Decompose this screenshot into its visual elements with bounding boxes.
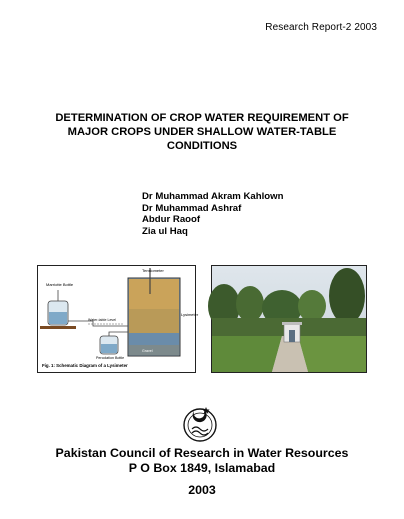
report-id: Research Report-2 2003 bbox=[265, 22, 377, 33]
author-4: Zia ul Haq bbox=[142, 225, 188, 237]
mariotte-water bbox=[49, 312, 67, 324]
organization-name: Pakistan Council of Research in Water Resources bbox=[55, 446, 349, 460]
percolation-label: Percolation Bottle bbox=[96, 356, 125, 360]
hut-door bbox=[289, 330, 295, 342]
title-line-1: DETERMINATION OF CROP WATER REQUIREMENT OF bbox=[55, 112, 349, 124]
publication-year: 2003 bbox=[188, 483, 216, 497]
crop-field-right bbox=[298, 336, 366, 372]
title-line-3: CONDITIONS bbox=[166, 140, 238, 152]
soil-layer-mid bbox=[129, 309, 179, 333]
tensiometer-label: Tensiometer bbox=[142, 268, 164, 273]
water-layer bbox=[129, 333, 179, 345]
gravel-label: Gravel bbox=[142, 349, 153, 353]
hut-roof bbox=[282, 322, 302, 325]
author-3: Abdur Raoof bbox=[142, 214, 201, 226]
field-photo-svg bbox=[212, 266, 366, 372]
tree bbox=[298, 290, 326, 322]
lysimeter-diagram bbox=[37, 265, 199, 373]
water-table-label: Water-table Level bbox=[88, 318, 117, 322]
author-list bbox=[142, 191, 283, 237]
soil-layer-top bbox=[129, 279, 179, 309]
gravel-layer bbox=[129, 345, 179, 355]
organization-block bbox=[0, 446, 404, 476]
organization-address: P O Box 1849, Islamabad bbox=[128, 461, 276, 475]
percolation-water bbox=[101, 344, 117, 353]
figure-caption: Fig. 1: Schematic Diagram of a Lysimeter bbox=[42, 363, 128, 368]
author-2: Dr Muhammad Ashraf bbox=[142, 202, 242, 214]
mariotte-label: Marriotte Bottle bbox=[46, 282, 74, 287]
lysimeter-diagram-svg bbox=[38, 266, 199, 372]
crop-field-left bbox=[212, 336, 282, 372]
field-photo bbox=[211, 265, 367, 373]
tree bbox=[329, 268, 365, 324]
pcrwr-emblem-icon bbox=[180, 403, 220, 443]
author-1: Dr Muhammad Akram Kahlown bbox=[142, 191, 284, 202]
tree bbox=[236, 286, 264, 322]
drain-tube bbox=[109, 332, 128, 336]
stand bbox=[40, 326, 76, 329]
lysimeter-label: Lysimeter bbox=[181, 312, 199, 317]
report-title bbox=[20, 111, 384, 153]
title-line-2: MAJOR CROPS UNDER SHALLOW WATER-TABLE bbox=[67, 126, 337, 138]
